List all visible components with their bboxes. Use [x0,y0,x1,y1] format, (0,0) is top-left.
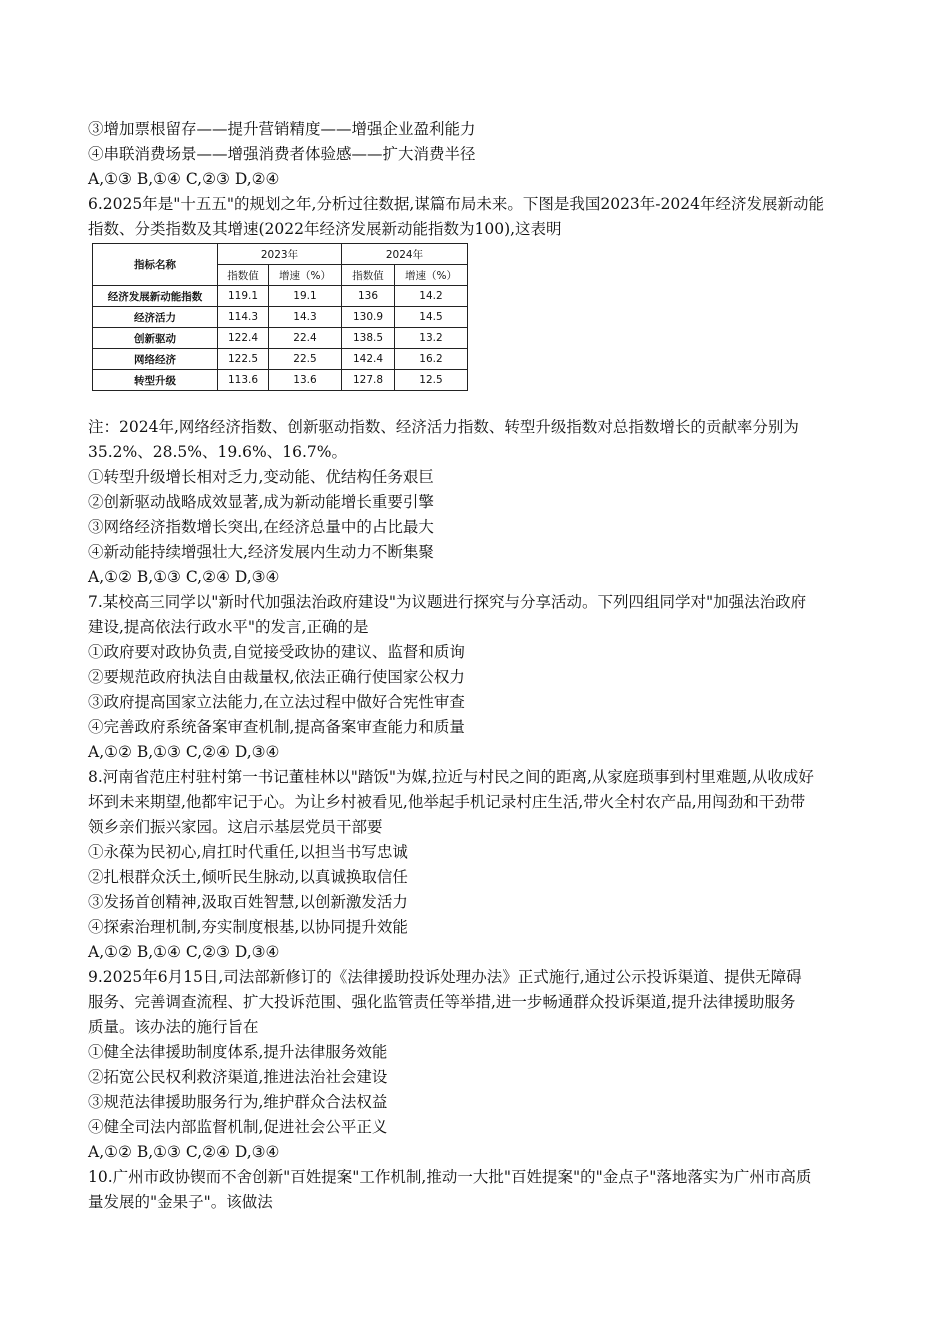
cell-value: 142.4 [342,349,395,370]
question-10-stem: 量发展的"金果子"。该做法 [88,1193,273,1211]
cell-value: 14.2 [395,286,468,307]
cell-value: 119.1 [218,286,269,307]
table-subheader-index: 指数值 [342,265,395,286]
table-subheader-index: 指数值 [218,265,269,286]
cell-value: 130.9 [342,307,395,328]
cell-value: 14.5 [395,307,468,328]
option-line: ④新动能持续增强壮大,经济发展内生动力不断集聚 [88,543,434,561]
question-9-stem: 质量。该办法的施行旨在 [88,1018,259,1036]
table-note: 35.2%、28.5%、19.6%、16.7%。 [88,443,347,461]
option-line: ①健全法律援助制度体系,提升法律服务效能 [88,1043,388,1061]
question-8-stem: 坏到未来期望,他都牢记于心。为让乡村被看见,他举起手机记录村庄生活,带火全村农产品,用闯劲和干劲带 [88,793,806,811]
row-name: 经济发展新动能指数 [93,286,218,307]
cell-value: 12.5 [395,370,468,391]
cell-value: 122.4 [218,328,269,349]
table-row [93,349,468,370]
question-7-stem: 7.某校高三同学以"新时代加强法治政府建设"为议题进行探究与分享活动。下列四组同学对"加强法治政府 [88,593,807,611]
cell-value: 22.5 [269,349,342,370]
row-name: 经济活力 [93,307,218,328]
option-line: ③政府提高国家立法能力,在立法过程中做好合宪性审查 [88,693,465,711]
option-line: ③规范法律援助服务行为,维护群众合法权益 [88,1093,388,1111]
cell-value: 127.8 [342,370,395,391]
question-6-stem: 指数、分类指数及其增速(2022年经济发展新动能指数为100),这表明 [88,220,562,238]
option-line: ①政府要对政协负责,自觉接受政协的建议、监督和质询 [88,643,465,661]
table-row [93,328,468,349]
table-header-name: 指标名称 [93,244,218,286]
question-9-stem: 9.2025年6月15日,司法部新修订的《法律援助投诉处理办法》正式施行,通过公示投诉渠道、提供无障碍 [88,968,802,986]
table-row [93,370,468,391]
answer-choices: A,①② B,①④ C,②③ D,③④ [88,943,280,961]
question-6-stem: 6.2025年是"十五五"的规划之年,分析过往数据,谋篇布局未来。下图是我国2023年-2024年经济发展新动能 [88,195,824,213]
table-row [93,307,468,328]
answer-choices: A,①② B,①③ C,②④ D,③④ [88,743,280,761]
index-table [92,243,468,391]
option-line: ②要规范政府执法自由裁量权,依法正确行使国家公权力 [88,668,465,686]
table-row [93,286,468,307]
option-line: ①转型升级增长相对乏力,变动能、优结构任务艰巨 [88,468,434,486]
option-line: ④探索治理机制,夯实制度根基,以协同提升效能 [88,918,408,936]
cell-value: 114.3 [218,307,269,328]
cell-value: 136 [342,286,395,307]
cell-value: 13.2 [395,328,468,349]
cell-value: 16.2 [395,349,468,370]
option-line: ③增加票根留存——提升营销精度——增强企业盈利能力 [88,120,476,138]
cell-value: 113.6 [218,370,269,391]
cell-value: 122.5 [218,349,269,370]
cell-value: 14.3 [269,307,342,328]
option-line: ④健全司法内部监督机制,促进社会公平正义 [88,1118,388,1136]
cell-value: 13.6 [269,370,342,391]
option-line: ②创新驱动战略成效显著,成为新动能增长重要引擎 [88,493,434,511]
table-note: 注：2024年,网络经济指数、创新驱动指数、经济活力指数、转型升级指数对总指数增长的贡献率分别为 [88,418,799,436]
option-line: ①永葆为民初心,肩扛时代重任,以担当书写忠诚 [88,843,408,861]
option-line: ②扎根群众沃土,倾听民生脉动,以真诚换取信任 [88,868,408,886]
table-subheader-growth: 增速（%） [395,265,468,286]
table-subheader-growth: 增速（%） [269,265,342,286]
answer-choices: A,①② B,①③ C,②④ D,③④ [88,568,280,586]
cell-value: 19.1 [269,286,342,307]
option-line: ④串联消费场景——增强消费者体验感——扩大消费半径 [88,145,476,163]
question-10-stem: 10.广州市政协锲而不舍创新"百姓提案"工作机制,推动一大批"百姓提案"的"金点子"落地落实为广州市高质 [88,1168,812,1186]
cell-value: 22.4 [269,328,342,349]
question-8-stem: 领乡亲们振兴家园。这启示基层党员干部要 [88,818,383,836]
answer-choices: A,①③ B,①④ C,②③ D,②④ [88,170,280,188]
index-table-wrapper [92,243,468,391]
cell-value: 138.5 [342,328,395,349]
row-name: 网络经济 [93,349,218,370]
question-8-stem: 8.河南省范庄村驻村第一书记董桂林以"踏饭"为媒,拉近与村民之间的距离,从家庭琐事到村里难题,从收成好 [88,768,814,786]
row-name: 创新驱动 [93,328,218,349]
table-header-2023: 2023年 [218,244,342,265]
question-7-stem: 建设,提高依法行政水平"的发言,正确的是 [88,618,369,636]
option-line: ②拓宽公民权利救济渠道,推进法治社会建设 [88,1068,388,1086]
table-header-2024: 2024年 [342,244,468,265]
option-line: ③发扬首创精神,汲取百姓智慧,以创新激发活力 [88,893,408,911]
row-name: 转型升级 [93,370,218,391]
answer-choices: A,①② B,①③ C,②④ D,③④ [88,1143,280,1161]
option-line: ④完善政府系统备案审查机制,提高备案审查能力和质量 [88,718,465,736]
option-line: ③网络经济指数增长突出,在经济总量中的占比最大 [88,518,434,536]
question-9-stem: 服务、完善调查流程、扩大投诉范围、强化监管责任等举措,进一步畅通群众投诉渠道,提升法律援助服务 [88,993,796,1011]
